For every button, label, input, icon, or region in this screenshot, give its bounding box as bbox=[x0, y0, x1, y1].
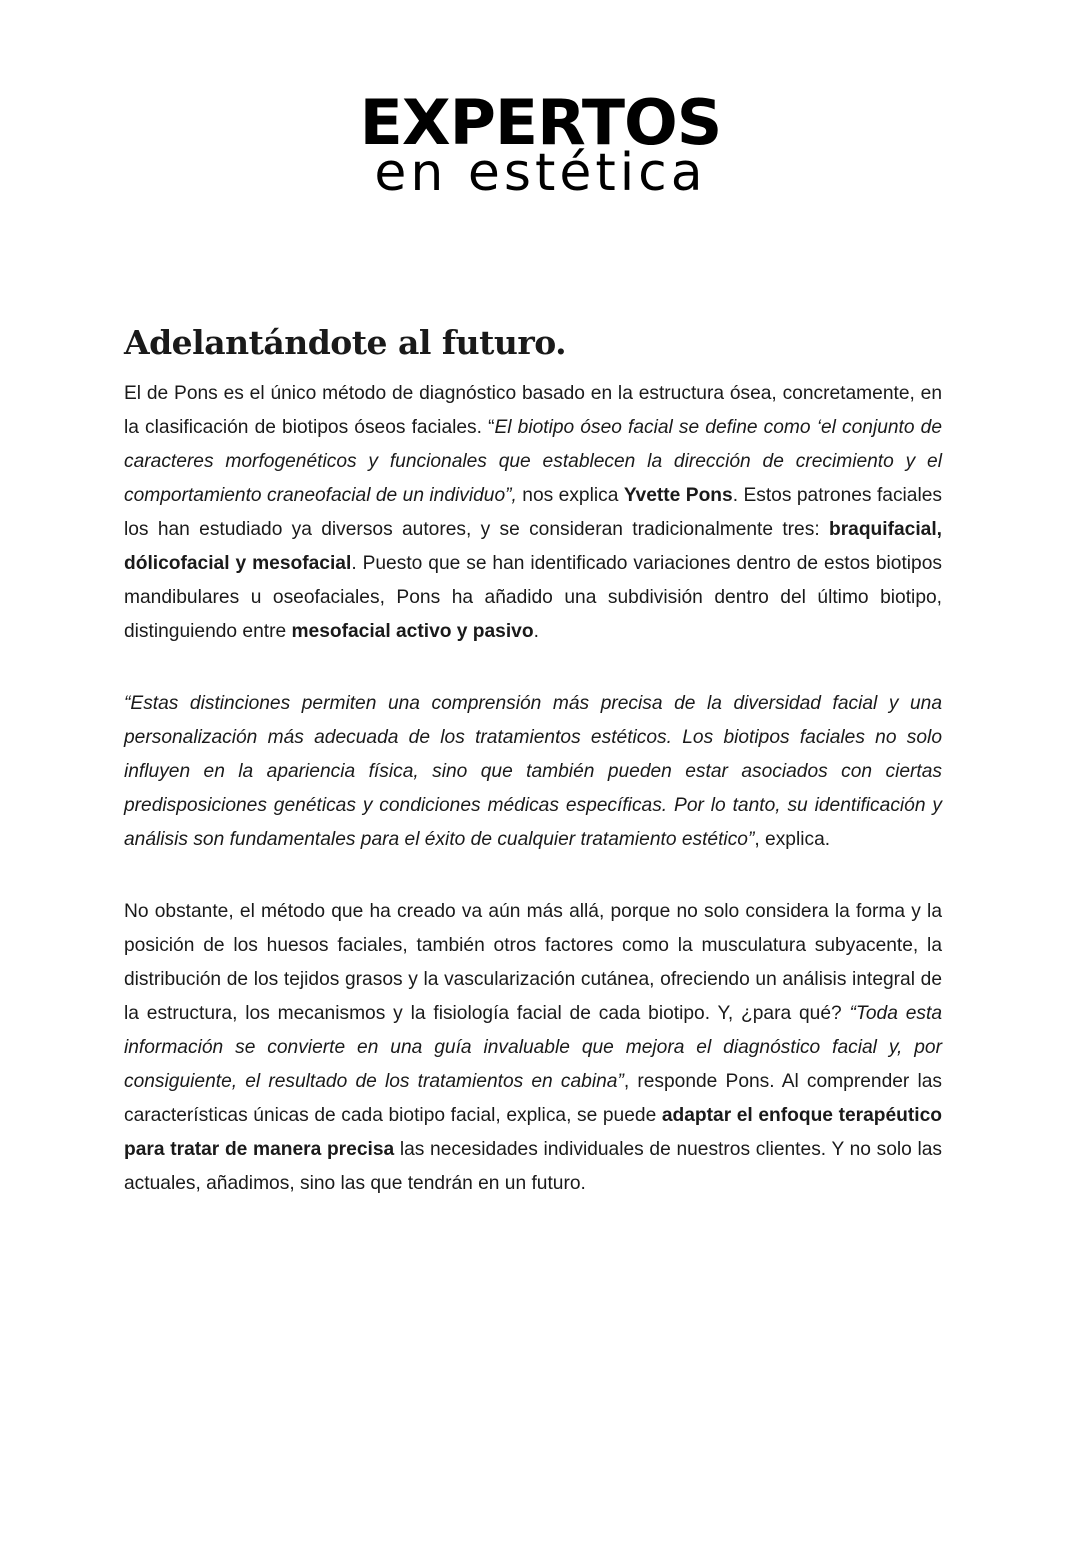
text-run: braquifacial, dólicofacial y mesofacial bbox=[124, 519, 942, 574]
text-run: . Estos patrones faciales los han estudiado ya diversos autores, y se consideran tradicionalmente tres: bbox=[124, 485, 942, 540]
text-run: . bbox=[533, 621, 539, 642]
text-run: El biotipo óseo facial se define como ‘el conjunto de caracteres morfogenéticos y funcionales que establecen la dirección de crecimiento y el comportamiento craneofacial de un individuo”, bbox=[124, 417, 942, 506]
paragraph-3 bbox=[124, 895, 942, 1201]
text-run: mesofacial activo y pasivo bbox=[291, 621, 534, 642]
text-run: No obstante, el método que ha creado va aún más allá, porque no solo considera la forma y la posición de los huesos faciales, también otros factores como la musculatura subyacente, la distribución de los tejidos grasos y la vascularización cutánea, ofreciendo un análisis integral de la estructura, los mecanismos y la fisiología facial de cada biotipo. Y, ¿para qué? bbox=[124, 901, 942, 1024]
text-run: . Puesto que se han identificado variaciones dentro de estos biotipos mandibulares u oseofaciales, Pons ha añadido una subdivisión dentro del último biotipo, distinguiendo entre bbox=[124, 553, 942, 642]
text-run: , responde Pons. Al comprender las características únicas de cada biotipo facial, explica, se puede bbox=[124, 1071, 942, 1126]
paragraph-2 bbox=[124, 687, 942, 857]
text-run: Yvette Pons bbox=[623, 485, 733, 506]
text-run: “Estas distinciones permiten una comprensión más precisa de la diversidad facial y una personalización más adecuada de los tratamientos estéticos. Los biotipos faciales no solo influyen en la apariencia física, sino que también pueden estar asociados con ciertas predisposiciones genéticas y condiciones médicas específicas. Por lo tanto, su identificación y análisis son fundamentales para el éxito de cualquier tratamiento estético” bbox=[124, 693, 942, 850]
article-body bbox=[124, 318, 942, 1201]
text-run: nos explica bbox=[516, 485, 624, 506]
logo-line-1: EXPERTOS bbox=[359, 86, 722, 159]
text-run: las necesidades individuales de nuestros clientes. Y no solo las actuales, añadimos, sino las que tendrán en un futuro. bbox=[124, 1139, 943, 1194]
text-run: , explica. bbox=[754, 829, 831, 850]
text-run: adaptar el enfoque terapéutico para tratar de manera precisa bbox=[124, 1105, 942, 1160]
logo-line-2: en estética bbox=[374, 143, 707, 203]
brand-logo bbox=[0, 86, 1081, 203]
text-run: El de Pons es el único método de diagnóstico basado en la estructura ósea, concretamente, en la clasificación de biotipos óseos faciales. “ bbox=[124, 383, 942, 438]
article-title: Adelantándote al futuro. bbox=[124, 323, 567, 362]
text-run: “Toda esta información se convierte en una guía invaluable que mejora el diagnóstico facial y, por consiguiente, el resultado de los tratamientos en cabina” bbox=[124, 1003, 942, 1092]
paragraph-1 bbox=[124, 377, 942, 649]
